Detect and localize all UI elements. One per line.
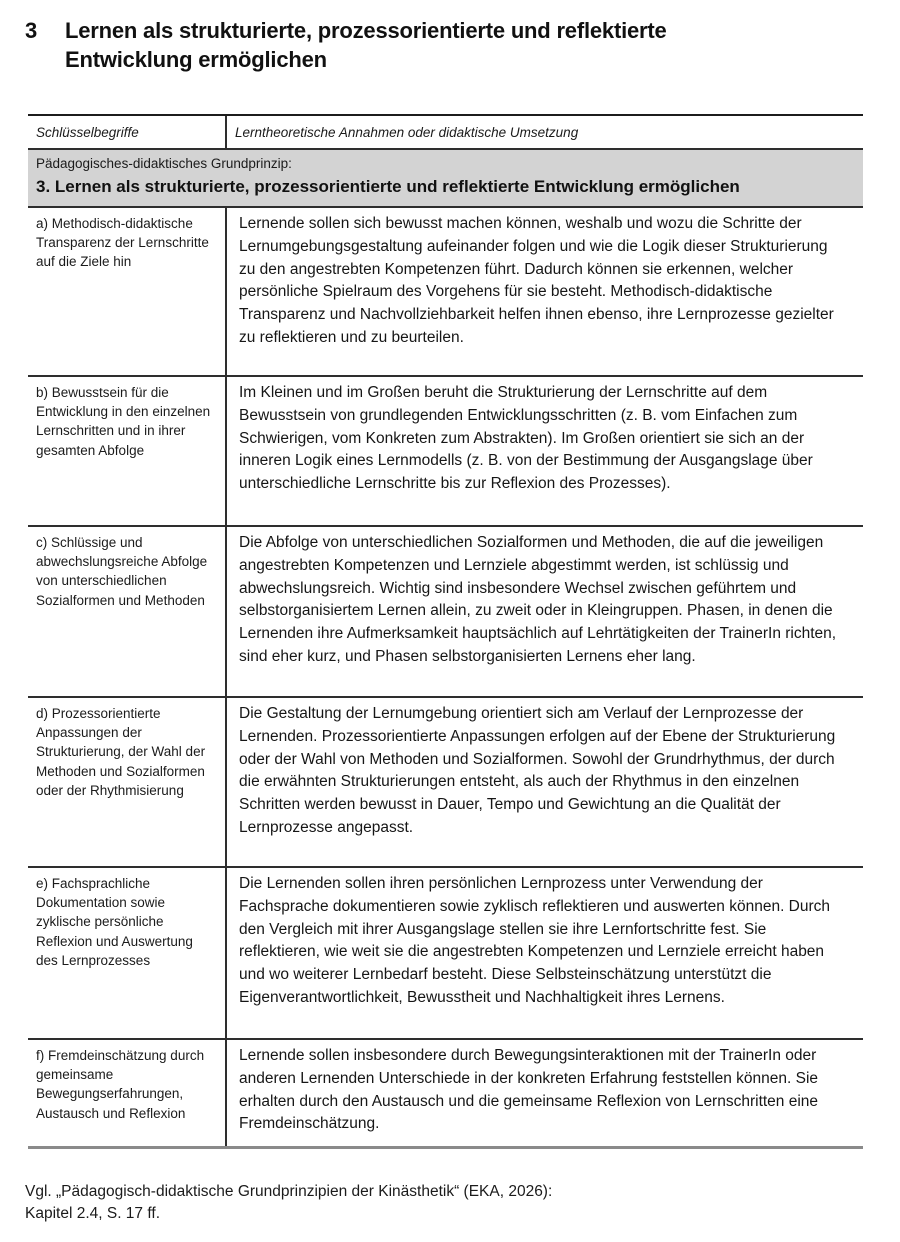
principle-title: 3. Lernen als strukturierte, prozessorientierte und reflektierte Entwicklung ermöglichen bbox=[36, 176, 740, 196]
description-e: Die Lernenden sollen ihren persönlichen Lernprozess unter Verwendung der Fachsprache dokumentieren sowie zyklisch reflektieren und auswerten können. Durch den Vergleich mit ihrer Ausgangslage stellen sie ihre Lernfortschritte fest. Sie reflektieren, wie weit sie die angestrebten Kompetenzen und Lernziele erreicht haben und wo weiterer Lernbedarf besteht. Diese Selbsteinschätzung unterstützt die Eigenverantwortlichkeit, Bewusstheit und Nachhaltigkeit ihres Lernens. bbox=[225, 868, 863, 1038]
table-row-a bbox=[28, 208, 863, 377]
footnote-chapter-reference: Kapitel 2.4, S. 17 ff. bbox=[25, 1205, 160, 1223]
description-c: Die Abfolge von unterschiedlichen Sozialformen und Methoden, die auf die jeweiligen angestrebten Kompetenzen und Lernziele abgestimmt werden, ist schlüssig und abwechslungsreich. Wichtig sind insbesondere Wechsel zwischen geführtem und selbstorganisiertem Lernen allein, zu zweit oder in Kleingruppen. Phasen, in denen die Lernenden ihre Aufmerksamkeit hauptsächlich auf Lehrtätigkeiten der TrainerIn richten, sind eher kurz, und Phasen selbstorganisierten Lernens eher lang. bbox=[225, 527, 863, 696]
table-row-f bbox=[28, 1040, 863, 1149]
table-header-row bbox=[28, 116, 863, 150]
principles-table bbox=[28, 114, 863, 1149]
principle-banner bbox=[28, 150, 863, 208]
column-header-assumptions: Lerntheoretische Annahmen oder didaktische Umsetzung bbox=[225, 116, 863, 148]
description-d: Die Gestaltung der Lernumgebung orientiert sich am Verlauf der Lernprozesse der Lernenden. Prozessorientierte Anpassungen erfolgen auf der Ebene der Strukturierung oder der Wahl von Methoden und Sozialformen. Sowohl der Grundrhythmus, der durch die erwähnten Strukturierungen entsteht, als auch der Rhythmus in den einzelnen Schritten werden bewusst in Dauer, Tempo und Gewichtung an die Qualität der Lernprozesse angepasst. bbox=[225, 698, 863, 866]
table-row-d bbox=[28, 698, 863, 868]
description-b: Im Kleinen und im Großen beruht die Strukturierung der Lernschritte auf dem Bewusstsein von grundlegenden Entwicklungsschritten (z. B. vom Einfachen zum Schwierigen, vom Konkreten zum Abstrakten). Im Großen orientiert sie sich an der inneren Logik eines Lernmodells (z. B. von der Bestimmung der Ausgangslage über unterschiedliche Lernschritte bis zur Reflexion des Prozesses). bbox=[225, 377, 863, 525]
column-header-key-terms: Schlüsselbegriffe bbox=[36, 125, 139, 141]
section-heading bbox=[0, 0, 900, 74]
footnote bbox=[25, 1181, 840, 1225]
footnote-citation: Vgl. „Pädagogisch-didaktische Grundprinzipien der Kinästhetik“ (EKA, 2026): bbox=[25, 1183, 553, 1201]
principle-label: Pädagogisches-didaktisches Grundprinzip: bbox=[36, 156, 292, 172]
description-a: Lernende sollen sich bewusst machen können, weshalb und wozu die Schritte der Lernumgebungsgestaltung aufeinander folgen und wie die Logik dieser Strukturierung zu den angestrebten Kompetenzen führt. Dadurch können sie erkennen, welcher persönliche Spielraum des Vorgehens für sie besteht. Methodisch-didaktische Transparenz und Nachvollziehbarkeit helfen ihnen ebenso, ihre Lernprozesse gezielter zu reflektieren und zu beurteilen. bbox=[225, 208, 863, 375]
description-f: Lernende sollen insbesondere durch Bewegungsinteraktionen mit der TrainerIn oder anderen Lernenden Unterschiede in der konkreten Erfahrung feststellen können. Sie erhalten durch den Austausch und die gemeinsame Reflexion von Lernschritten eine Fremdeinschätzung. bbox=[225, 1040, 863, 1146]
table-row-b bbox=[28, 377, 863, 527]
key-term-a: a) Methodisch-didaktische Transparenz der Lernschritte auf die Ziele hin bbox=[36, 216, 209, 270]
key-term-e: e) Fachsprachliche Dokumentation sowie zyklische persönliche Reflexion und Auswertung des Lernprozesses bbox=[36, 876, 193, 968]
section-title: Lernen als strukturierte, prozessorientierte und reflektierte Entwicklung ermöglichen bbox=[65, 18, 667, 73]
key-term-f: f) Fremdeinschätzung durch gemeinsame Bewegungserfahrungen, Austausch und Reflexion bbox=[36, 1048, 205, 1121]
table-row-e bbox=[28, 868, 863, 1040]
key-term-b: b) Bewusstsein für die Entwicklung in den einzelnen Lernschritten und in ihrer gesamten Abfolge bbox=[36, 385, 211, 458]
table-row-c bbox=[28, 527, 863, 698]
section-number: 3 bbox=[25, 18, 38, 43]
key-term-d: d) Prozessorientierte Anpassungen der Strukturierung, der Wahl der Methoden und Sozialformen oder der Rhythmisierung bbox=[36, 706, 206, 798]
key-term-c: c) Schlüssige und abwechslungsreiche Abfolge von unterschiedlichen Sozialformen und Methoden bbox=[36, 535, 208, 608]
